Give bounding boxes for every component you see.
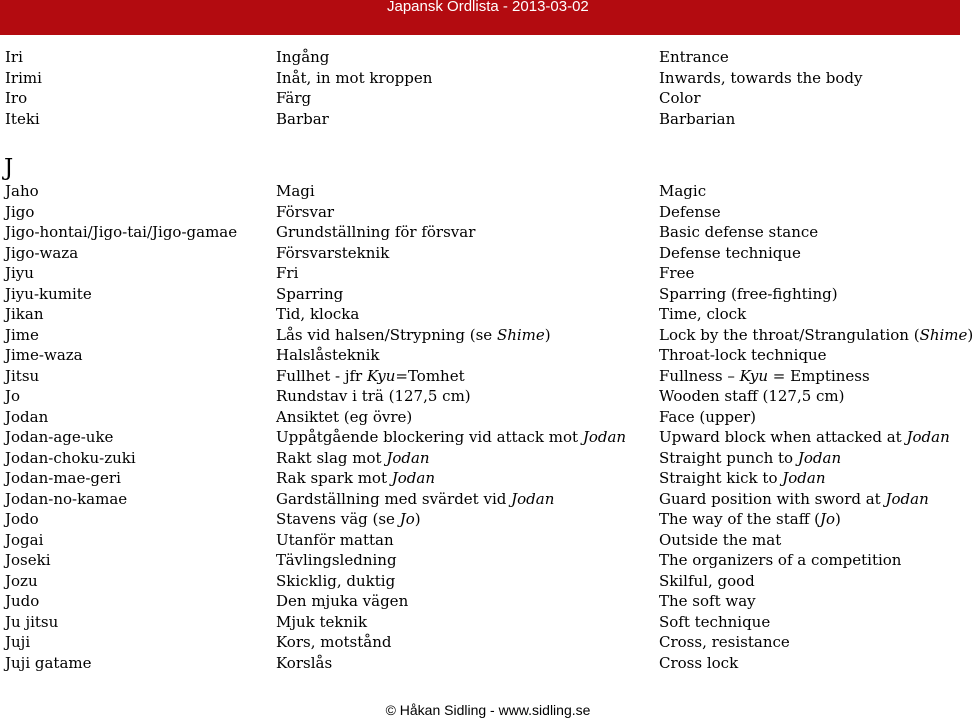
term-english: Barbarian — [659, 109, 736, 128]
term-japanese: Jodan-no-kamae — [5, 489, 128, 508]
term-swedish: Stavens väg (se Jo) — [276, 510, 421, 528]
term-swedish: Fullhet - jfr Kyu=Tomhet — [276, 366, 465, 385]
term-swedish: Fri — [276, 264, 299, 282]
glossary-row — [0, 468, 960, 489]
term-english: Magic — [659, 182, 707, 200]
glossary-row — [0, 325, 973, 346]
term-english: Entrance — [659, 48, 729, 66]
glossary-row — [0, 591, 960, 612]
glossary-row — [0, 550, 960, 571]
glossary-table — [0, 47, 973, 673]
term-english: Cross lock — [659, 653, 739, 672]
term-english: Skilful, good — [659, 571, 755, 590]
term-swedish: Färg — [276, 89, 312, 107]
term-swedish: Försvarsteknik — [276, 243, 390, 262]
glossary-row — [0, 345, 960, 366]
glossary-row — [0, 427, 960, 448]
term-english: Time, clock — [659, 305, 747, 323]
term-swedish: Tid, klocka — [276, 305, 360, 323]
glossary-row — [0, 68, 960, 89]
term-swedish: Den mjuka vägen — [276, 592, 409, 610]
term-swedish: Grundställning för försvar — [276, 223, 476, 241]
term-japanese: Judo — [5, 592, 40, 610]
term-japanese: Juji gatame — [5, 653, 92, 672]
glossary-row — [0, 612, 960, 633]
term-english: Outside the mat — [659, 530, 782, 549]
term-japanese: Jiyu — [5, 264, 34, 282]
term-swedish: Gardställning med svärdet vid Jodan — [276, 489, 555, 508]
term-english: Cross, resistance — [659, 633, 790, 651]
term-swedish: Försvar — [276, 202, 335, 221]
term-english: Free — [659, 264, 695, 282]
section-heading: J — [4, 155, 14, 181]
term-japanese: Jodan-mae-geri — [5, 469, 121, 487]
term-swedish: Inåt, in mot kroppen — [276, 68, 433, 87]
term-english: Basic defense stance — [659, 223, 819, 241]
term-english: The soft way — [659, 592, 756, 610]
term-swedish: Magi — [276, 182, 315, 200]
glossary-row — [0, 407, 960, 428]
term-japanese: Iro — [5, 89, 28, 107]
term-swedish: Ingång — [276, 48, 330, 66]
glossary-row — [0, 571, 960, 592]
term-english: Straight punch to Jodan — [659, 448, 842, 467]
glossary-row — [0, 448, 960, 469]
term-english: Straight kick to Jodan — [659, 469, 826, 487]
term-swedish: Rak spark mot Jodan — [276, 469, 436, 487]
glossary-row — [0, 263, 960, 284]
term-swedish: Mjuk teknik — [276, 612, 368, 631]
term-japanese: Jodo — [5, 510, 39, 528]
term-english: Fullness – Kyu = Emptiness — [659, 366, 870, 385]
term-english: Upward block when attacked at Jodan — [659, 428, 950, 446]
glossary-row — [0, 632, 960, 653]
term-english: Lock by the throat/Strangulation (Shime) — [659, 325, 973, 344]
glossary-row — [0, 653, 960, 674]
term-swedish: Skicklig, duktig — [276, 571, 396, 590]
page-footer — [0, 702, 960, 718]
glossary-row — [0, 47, 960, 68]
glossary-row — [0, 509, 960, 530]
glossary-row — [0, 366, 960, 387]
term-japanese: Jodan-choku-zuki — [5, 448, 136, 467]
term-swedish: Uppåtgående blockering vid attack mot Jodan — [276, 428, 627, 446]
page-header — [0, 0, 960, 35]
glossary-row — [0, 489, 960, 510]
term-english: Color — [659, 89, 701, 107]
term-swedish: Halslåsteknik — [276, 346, 380, 364]
group-spacer — [0, 129, 960, 155]
term-japanese: Juji — [5, 633, 31, 651]
term-japanese: Jodan-age-uke — [5, 428, 114, 446]
term-english: Face (upper) — [659, 407, 756, 426]
term-japanese: Jogai — [5, 530, 44, 549]
glossary-row — [0, 530, 960, 551]
term-japanese: Jitsu — [5, 366, 40, 385]
glossary-row — [0, 386, 960, 407]
term-swedish: Rundstav i trä (127,5 cm) — [276, 387, 471, 405]
term-swedish: Ansiktet (eg övre) — [276, 407, 413, 426]
term-japanese: Jodan — [5, 407, 49, 426]
term-japanese: Ju jitsu — [5, 612, 59, 631]
term-swedish: Tävlingsledning — [276, 551, 397, 569]
term-swedish: Kors, motstånd — [276, 633, 392, 651]
term-japanese: Jime — [5, 325, 39, 344]
glossary-row — [0, 243, 960, 264]
term-japanese: Irimi — [5, 68, 42, 87]
glossary-row — [0, 181, 960, 202]
term-english: Inwards, towards the body — [659, 68, 863, 87]
term-english: Defense — [659, 202, 721, 221]
term-japanese: Jaho — [5, 182, 39, 200]
term-swedish: Sparring — [276, 284, 344, 303]
term-english: Guard position with sword at Jodan — [659, 489, 929, 508]
term-japanese: Jikan — [5, 305, 44, 323]
term-swedish: Korslås — [276, 653, 333, 672]
term-english: Sparring (free-fighting) — [659, 284, 838, 303]
term-english: The way of the staff (Jo) — [659, 510, 841, 528]
term-swedish: Rakt slag mot Jodan — [276, 448, 430, 467]
term-japanese: Jigo-hontai/Jigo-tai/Jigo-gamae — [5, 223, 238, 241]
glossary-row — [0, 202, 960, 223]
term-japanese: Jiyu-kumite — [5, 284, 92, 303]
term-english: Defense technique — [659, 243, 801, 262]
glossary-row — [0, 222, 960, 243]
term-japanese: Iri — [5, 48, 23, 66]
term-english: Wooden staff (127,5 cm) — [659, 387, 845, 405]
footer-text: © Håkan Sidling - www.sidling.se — [385, 702, 591, 718]
term-english: Throat-lock technique — [659, 346, 827, 364]
page-header-title: Japansk Ordlista - 2013-03-02 — [387, 0, 589, 15]
glossary-row — [0, 304, 960, 325]
term-japanese: Jozu — [5, 571, 38, 590]
term-swedish: Utanför mattan — [276, 530, 394, 549]
term-swedish: Barbar — [276, 109, 329, 128]
term-swedish: Lås vid halsen/Strypning (se Shime) — [276, 325, 551, 344]
term-japanese: Jigo-waza — [5, 243, 79, 262]
term-japanese: Jigo — [5, 202, 35, 221]
term-english: Soft technique — [659, 612, 771, 631]
glossary-row — [0, 284, 960, 305]
glossary-row — [0, 109, 960, 130]
glossary-row — [0, 88, 960, 109]
term-english: The organizers of a competition — [659, 551, 902, 569]
term-japanese: Jo — [5, 387, 21, 405]
term-japanese: Jime-waza — [5, 346, 83, 364]
term-japanese: Joseki — [5, 551, 51, 569]
term-japanese: Iteki — [5, 109, 40, 128]
